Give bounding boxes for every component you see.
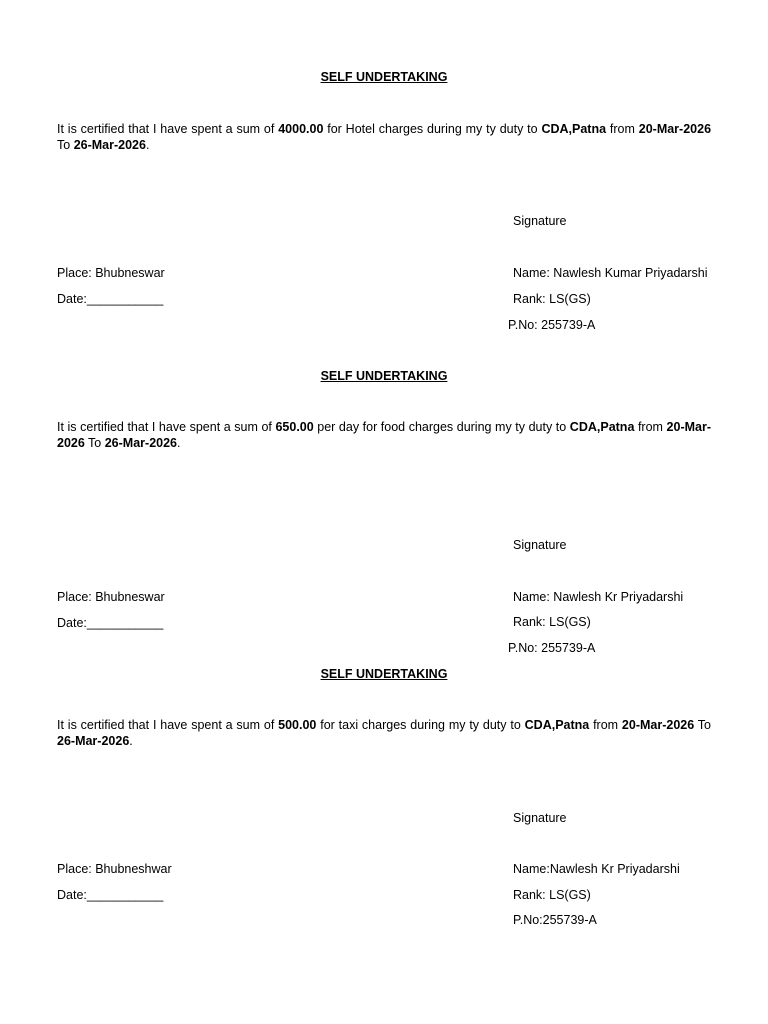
duty-place: CDA,Patna: [524, 718, 590, 732]
section-3-statement: [57, 717, 711, 749]
section-3-name: Name:Nawlesh Kr Priyadarshi: [513, 862, 680, 876]
section-2-place: Place: Bhubneswar: [57, 590, 165, 604]
section-3-signature: Signature: [513, 811, 567, 825]
from-date: 20-Mar-2026: [638, 122, 712, 136]
section-1-place: Place: Bhubneswar: [57, 266, 165, 280]
statement-text: for taxi charges during my ty duty to: [316, 718, 525, 732]
statement-text: It is certified that I have spent a sum of: [57, 718, 279, 732]
section-2-heading: SELF UNDERTAKING: [320, 369, 448, 383]
section-1-rank: Rank: LS(GS): [513, 292, 591, 306]
section-1-pno: P.No: 255739-A: [508, 318, 596, 332]
duty-place: CDA,Patna: [569, 420, 635, 434]
section-1-statement: [57, 121, 711, 153]
section-3-date: Date:___________: [57, 888, 164, 902]
from-date: 20-Mar-2026: [621, 718, 695, 732]
duty-place: CDA,Patna: [541, 122, 607, 136]
section-1-date: Date:___________: [57, 292, 164, 306]
amount-value: 650.00: [275, 420, 314, 434]
statement-text: per day for food charges during my ty duty to: [313, 420, 570, 434]
section-3-place: Place: Bhubneshwar: [57, 862, 172, 876]
statement-text: To: [57, 138, 74, 152]
statement-text: from: [606, 122, 639, 136]
statement-text: for Hotel charges during my ty duty to: [323, 122, 542, 136]
section-2-name: Name: Nawlesh Kr Priyadarshi: [513, 590, 684, 604]
statement-text: from: [634, 420, 667, 434]
statement-text: .: [177, 436, 181, 450]
statement-text: .: [129, 734, 133, 748]
amount-value: 500.00: [278, 718, 317, 732]
section-1-heading: SELF UNDERTAKING: [320, 70, 448, 84]
section-2-statement: [57, 419, 711, 451]
section-1-signature: Signature: [513, 214, 567, 228]
section-3-pno: P.No:255739-A: [513, 913, 597, 927]
section-2-signature: Signature: [513, 538, 567, 552]
statement-text: To: [84, 436, 105, 450]
statement-text: It is certified that I have spent a sum of: [57, 122, 279, 136]
to-date: 26-Mar-2026: [57, 734, 130, 748]
statement-text: It is certified that I have spent a sum of: [57, 420, 276, 434]
section-2-pno: P.No: 255739-A: [508, 641, 596, 655]
section-3-heading: SELF UNDERTAKING: [320, 667, 448, 681]
statement-text: from: [589, 718, 622, 732]
section-2-date: Date:___________: [57, 616, 164, 630]
from-date: 20-Mar-2026: [57, 420, 712, 450]
section-3-rank: Rank: LS(GS): [513, 888, 591, 902]
section-1-name: Name: Nawlesh Kumar Priyadarshi: [513, 266, 708, 280]
to-date: 26-Mar-2026: [73, 138, 146, 152]
amount-value: 4000.00: [278, 122, 324, 136]
statement-text: To: [694, 718, 712, 732]
statement-text: .: [145, 138, 150, 152]
section-2-rank: Rank: LS(GS): [513, 615, 591, 629]
to-date: 26-Mar-2026: [104, 436, 177, 450]
